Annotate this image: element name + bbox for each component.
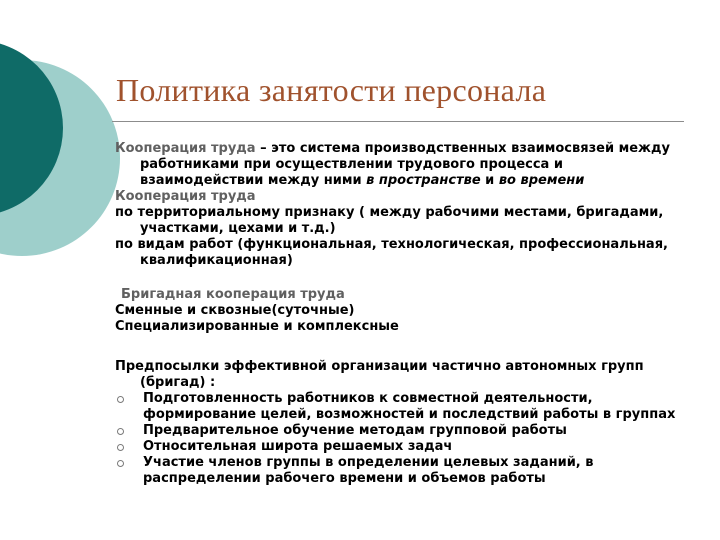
prereq-heading: Предпосылки эффективной организации частично автономных групп (бригад) : — [115, 359, 644, 390]
brigade-type-shift: Сменные и сквозные(суточные) — [115, 303, 355, 318]
page-title: Политика занятости персонала — [116, 72, 547, 108]
criteria-work-type: по видам работ (функциональная, технологическая, профессиональная, квалификационная) — [115, 237, 668, 268]
list-item — [115, 455, 690, 487]
hollow-circle-bullet-icon — [117, 396, 124, 403]
list-item — [115, 439, 690, 455]
list-item — [115, 391, 690, 423]
list-item-text: Предварительное обучение методам групповой работы — [143, 423, 567, 438]
title-divider — [112, 121, 684, 122]
list-item — [115, 423, 690, 439]
cooperation-heading: Кооперация труда — [115, 189, 256, 204]
definition-connector: и — [480, 173, 499, 188]
hollow-circle-bullet-icon — [117, 460, 124, 467]
prereq-list — [115, 391, 690, 487]
definition-text: это система производственных взаимосвязей между работниками при осуществлении трудового процесса и взаимодействии между ними — [140, 141, 670, 188]
hollow-circle-bullet-icon — [117, 428, 124, 435]
definition-term: Кооперация труда — [115, 141, 256, 156]
definition-dash: – — [255, 141, 272, 156]
list-item-text: Подготовленность работников к совместной деятельности, формирование целей, возможностей и последствий работы в группах — [143, 391, 676, 422]
slide-content — [115, 141, 690, 487]
hollow-circle-bullet-icon — [117, 444, 124, 451]
list-item-text: Участие членов группы в определении целевых заданий, в распределении рабочего времени и объемов работы — [143, 455, 594, 486]
list-item-text: Относительная широта решаемых задач — [143, 439, 453, 454]
decorative-circles — [0, 0, 120, 300]
brigade-type-specialized: Специализированные и комплексные — [115, 319, 399, 334]
definition-italic-time: во времени — [498, 173, 585, 188]
criteria-territorial: по территориальному признаку ( между рабочими местами, бригадами, участками, цехами и т.д.) — [115, 205, 664, 236]
definition-italic-space: в пространстве — [366, 173, 481, 188]
brigade-heading: Бригадная кооперация труда — [121, 287, 345, 302]
definition-paragraph — [115, 141, 690, 189]
